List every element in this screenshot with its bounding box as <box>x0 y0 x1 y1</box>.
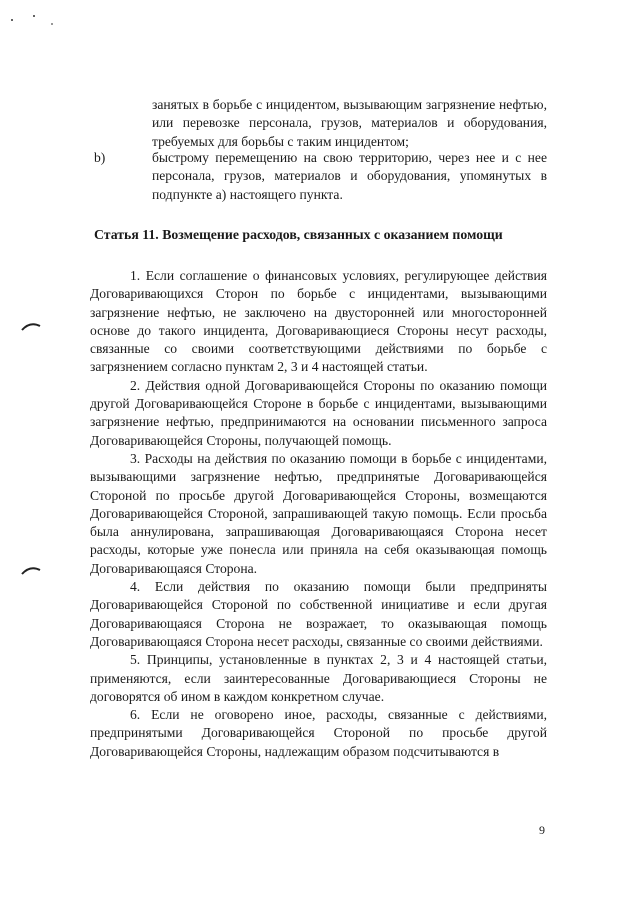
list-item-a-continuation: занятых в борьбе с инцидентом, вызывающим загрязнение нефтью, или перевозке персонала, грузов, материалов и оборудования, требуемых для борьбы с таким инцидентом; <box>152 97 547 149</box>
list-item-text: быстрому перемещению на свою территорию, через нее и с нее персонала, грузов, материалов и оборудования, упомянутых в подпункте а) настоящего пункта. <box>152 150 547 202</box>
margin-mark-upper <box>20 318 44 334</box>
scan-dots-mark <box>8 12 58 32</box>
paragraph-1: 1. Если соглашение о финансовых условиях, регулирующее действия Договаривающихся Сторон по борьбе с инцидентами, вызывающими загрязнение нефтью, не заключено на двусторонней или многосторонней основе до такого инцидента, Договаривающиеся Стороны несут расходы, связанные со своими соответствующими действиями по борьбе с загрязнением согласно пунктам 2, 3 и 4 настоящей статьи. <box>90 268 547 375</box>
paragraph-6: 6. Если не оговорено иное, расходы, связанные с действиями, предпринятыми Договаривающейся Стороной по просьбе другой Договаривающейся Стороны, надлежащим образом подсчитываются в <box>90 707 547 759</box>
paragraph-2: 2. Действия одной Договаривающейся Стороны по оказанию помощи другой Договаривающейся Стороне в борьбе с инцидентами, вызывающими загрязнение нефтью, предпринимаются на основании письменного запроса Договаривающейся Стороны, получающей помощь. <box>90 377 547 448</box>
article-body <box>90 267 547 761</box>
paragraph-3: 3. Расходы на действия по оказанию помощи в борьбе с инцидентами, вызывающими загрязнение нефтью, предпринятые Договаривающейся Стороной по просьбе другой Договаривающейся Стороны, возмещаются Договаривающейся Стороной, запрашивающей такую помощь. Если просьба была аннулирована, запрашивающая Договаривающаяся Сторона несет расходы, которые уже понесла или приняла на себя оказывающая помощь Договаривающаяся Сторона. <box>90 450 547 576</box>
page-number: 9 <box>539 823 545 837</box>
paragraph-4: 4. Если действия по оказанию помощи были предприняты Договаривающейся Стороной по собственной инициативе и если другая Договаривающаяся Сторона не возражает, то оказывающая помощь Договаривающаяся Сторона несет расходы, связанные со своими действиями. <box>90 579 547 649</box>
list-marker: b) <box>94 150 106 165</box>
margin-mark-lower <box>20 562 44 578</box>
list-item-b <box>94 149 547 204</box>
paragraph-5: 5. Принципы, установленные в пунктах 2, 3 и 4 настоящей статьи, применяются, если заинтересованные Договаривающиеся Стороны не договорятся об ином в каждом конкретном случае. <box>90 652 547 704</box>
article-heading: Статья 11. Возмещение расходов, связанных с оказанием помощи <box>94 227 503 242</box>
